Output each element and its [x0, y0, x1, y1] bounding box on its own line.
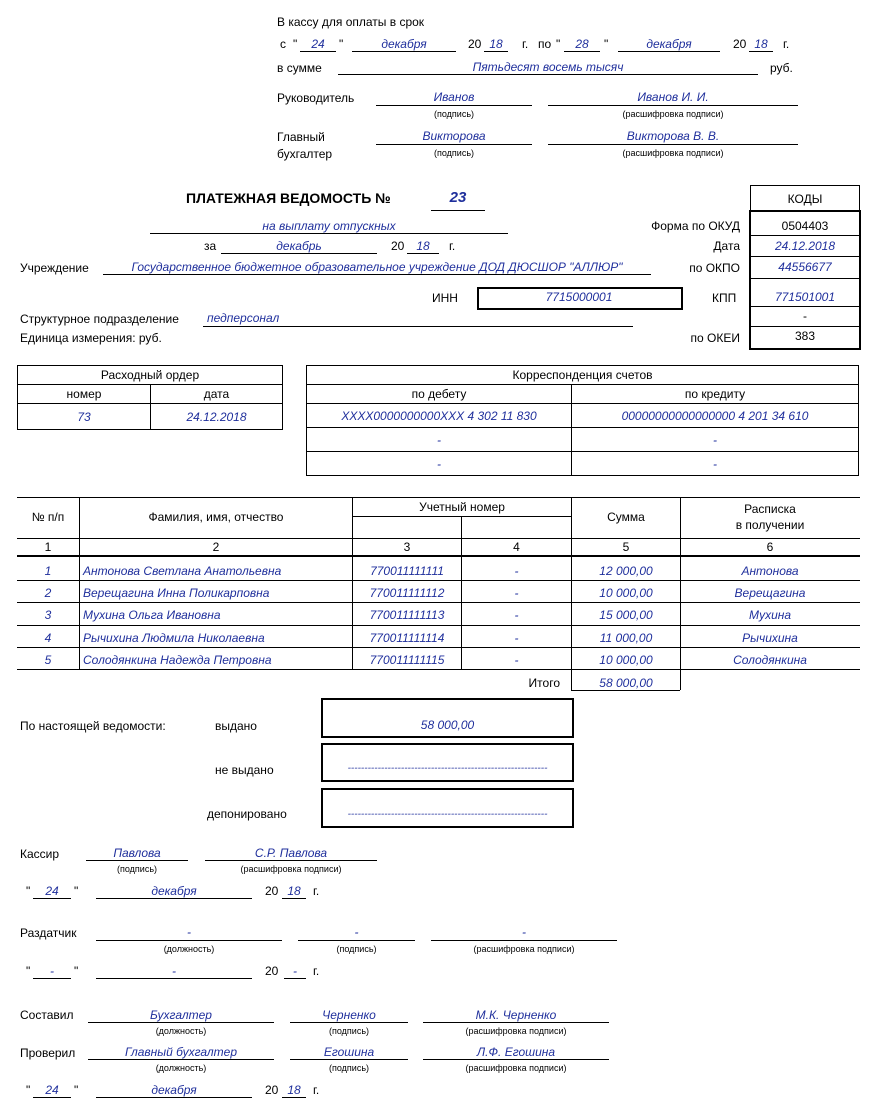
signature-caption: (подпись)	[116, 864, 158, 874]
distributor-name: -	[522, 925, 526, 939]
decode-caption: (расшифровка подписи)	[465, 1026, 567, 1036]
checker-month: декабря	[151, 1083, 197, 1097]
distributor-label: Раздатчик	[20, 926, 77, 940]
deposited-label: депонировано	[207, 807, 287, 821]
currency: руб.	[770, 61, 793, 75]
issued-label: выдано	[215, 719, 257, 733]
debit-account: -	[307, 452, 572, 476]
credit-account: 00000000000000000 4 201 34 610	[572, 404, 859, 428]
checker-day: 24	[45, 1083, 59, 1097]
document-title: ПЛАТЕЖНАЯ ВЕДОМОСТЬ №	[186, 190, 391, 206]
order-number: 73	[18, 404, 151, 430]
receipt-signature: Рычихина	[742, 631, 798, 645]
receipt-signature: Мухина	[748, 608, 792, 622]
col-receipt-1: Расписка	[744, 502, 796, 516]
kpp-label: КПП	[712, 291, 737, 305]
row-num: 1	[44, 564, 52, 578]
accounts-title: Корреспонденция счетов	[307, 366, 859, 385]
order-title: Расходный ордер	[18, 366, 283, 385]
position-caption: (должность)	[163, 944, 215, 954]
year-prefix: 20	[265, 964, 279, 978]
cashier-name: С.Р. Павлова	[254, 846, 328, 860]
head-label: Руководитель	[277, 91, 355, 105]
account-number: 770011111114	[369, 631, 445, 645]
col-index: 2	[212, 540, 220, 554]
chief-signature: Викторова	[422, 129, 486, 143]
division-label: Структурное подразделение	[20, 312, 179, 326]
okei-code: 383	[794, 329, 816, 343]
decode-caption: (расшифровка подписи)	[465, 1063, 567, 1073]
amount: 12 000,00	[599, 564, 653, 578]
okud-label: Форма по ОКУД	[651, 219, 740, 233]
inn: 7715000001	[545, 290, 613, 304]
chief-label-2: бухгалтер	[277, 147, 333, 161]
checker-name: Л.Ф. Егошина	[476, 1045, 556, 1059]
expense-order-table	[17, 365, 283, 430]
composer-position: Бухгалтер	[150, 1008, 212, 1022]
col-num: № п/п	[31, 510, 65, 524]
checker-position: Главный бухгалтер	[124, 1045, 238, 1059]
decode-caption: (расшифровка подписи)	[622, 109, 724, 119]
signature-caption: (подпись)	[433, 109, 475, 119]
cashier-signature: Павлова	[113, 846, 161, 860]
amount: 15 000,00	[599, 608, 653, 622]
to-month: декабря	[646, 37, 692, 51]
from-prefix: с	[280, 37, 286, 51]
col-index: 6	[766, 540, 774, 554]
quote: "	[74, 1083, 79, 1097]
col-index: 1	[44, 540, 52, 554]
total-label: Итого	[528, 676, 560, 690]
receipt-signature: Верещагина	[734, 586, 806, 600]
distributor-month: -	[172, 964, 176, 978]
signature-caption: (подпись)	[328, 1063, 370, 1073]
receipt-signature: Солодянкина	[733, 653, 807, 667]
col-index: 3	[403, 540, 411, 554]
summary-label: По настоящей ведомости:	[20, 719, 166, 733]
account-number: 770011111112	[369, 586, 445, 600]
credit-account: -	[572, 452, 859, 476]
period-year: 18	[416, 239, 430, 253]
unit-label: Единица измерения: руб.	[20, 331, 162, 345]
quote: "	[26, 964, 31, 978]
col-account: Учетный номер	[419, 500, 505, 514]
chief-label-1: Главный	[277, 130, 325, 144]
period-month: декабрь	[276, 239, 322, 253]
col-receipt-2: в получении	[735, 518, 805, 532]
signature-caption: (подпись)	[433, 148, 475, 158]
checker-year: 18	[287, 1083, 301, 1097]
okei-label: по ОКЕИ	[690, 331, 740, 345]
order-number-header: номер	[18, 385, 151, 404]
year-suffix: г.	[313, 884, 320, 898]
accounts-table	[306, 365, 859, 476]
inn-label: ИНН	[432, 291, 458, 305]
okud-code: 0504403	[781, 219, 829, 233]
to-day: 28	[575, 37, 589, 51]
year-suffix: г.	[449, 239, 456, 253]
decode-caption: (расшифровка подписи)	[622, 148, 724, 158]
account-number: 770011111111	[370, 564, 444, 578]
col-name: Фамилия, имя, отчество	[148, 510, 284, 524]
quote: "	[26, 884, 31, 898]
cashier-day: 24	[45, 884, 59, 898]
debit-header: по дебету	[307, 385, 572, 404]
cashier-month: декабря	[151, 884, 197, 898]
not-issued-label: не выдано	[215, 763, 274, 777]
year-prefix: 20	[468, 37, 482, 51]
cashier-year: 18	[287, 884, 301, 898]
col-index: 4	[513, 540, 520, 554]
year-prefix: 20	[391, 239, 405, 253]
order-date: 24.12.2018	[151, 404, 283, 430]
purpose: на выплату отпускных	[262, 219, 396, 233]
account-number: 770011111113	[369, 608, 445, 622]
division: педперсонал	[207, 311, 280, 325]
account-number-2: -	[514, 631, 519, 645]
col-sum: Сумма	[607, 510, 645, 524]
row-num: 5	[44, 653, 52, 667]
from-day: 24	[311, 37, 325, 51]
amount: 10 000,00	[599, 586, 653, 600]
quote: "	[74, 964, 79, 978]
account-number-2: -	[514, 653, 519, 667]
kpp-code: 771501001	[774, 290, 836, 304]
order-date-header: дата	[151, 385, 283, 404]
year-suffix: г.	[313, 964, 320, 978]
year-prefix: 20	[265, 884, 279, 898]
cash-label: В кассу для оплаты в срок	[277, 15, 425, 29]
amount: 11 000,00	[599, 631, 653, 645]
employee-name: Мухина Ольга Ивановна	[83, 608, 221, 622]
row-num: 3	[44, 608, 52, 622]
date-label: Дата	[713, 239, 740, 253]
year-suffix: г.	[313, 1083, 320, 1097]
year-suffix: г.	[522, 37, 529, 51]
row-num: 4	[44, 631, 52, 645]
position-caption: (должность)	[155, 1063, 207, 1073]
blank-code: -	[803, 309, 807, 323]
distributor-year: -	[293, 964, 297, 978]
quote: "	[556, 37, 561, 51]
distributor-signature: -	[354, 925, 359, 939]
amount: 10 000,00	[599, 653, 653, 667]
year-prefix: 20	[733, 37, 747, 51]
quote: "	[26, 1083, 31, 1097]
for-label: за	[204, 239, 217, 253]
year-suffix: г.	[783, 37, 790, 51]
position-caption: (должность)	[155, 1026, 207, 1036]
not-issued-amount: ------------------------------------------------------------	[347, 763, 548, 774]
account-number-2: -	[514, 608, 519, 622]
from-year: 18	[489, 37, 503, 51]
deposited-amount: ------------------------------------------------------------	[347, 809, 548, 820]
account-number: 770011111115	[369, 653, 445, 667]
composer-name: М.К. Черненко	[475, 1008, 557, 1022]
row-num: 2	[44, 586, 52, 600]
codes-title: КОДЫ	[787, 192, 823, 206]
okpo-label: по ОКПО	[689, 261, 740, 275]
col-index: 5	[622, 540, 630, 554]
debit-account: -	[307, 428, 572, 452]
credit-header: по кредиту	[572, 385, 859, 404]
account-number-2: -	[514, 586, 519, 600]
quote: "	[74, 884, 79, 898]
to-year: 18	[754, 37, 768, 51]
quote: "	[339, 37, 344, 51]
distributor-day: -	[50, 964, 54, 978]
institution: Государственное бюджетное образовательное учреждение ДОД ДЮСШОР "АЛЛЮР"	[131, 260, 623, 274]
account-number-2: -	[514, 564, 519, 578]
receipt-signature: Антонова	[741, 564, 799, 578]
credit-account: -	[572, 428, 859, 452]
cashier-label: Кассир	[20, 847, 60, 861]
sum-words: Пятьдесят восемь тысяч	[472, 60, 624, 74]
employee-name: Рычихина Людмила Николаевна	[83, 631, 265, 645]
distributor-position: -	[187, 925, 191, 939]
date-code: 24.12.2018	[774, 239, 836, 253]
checker-label: Проверил	[20, 1046, 76, 1060]
chief-name: Викторова В. В.	[626, 129, 720, 143]
employee-name: Антонова Светлана Анатольевна	[83, 564, 282, 578]
decode-caption: (расшифровка подписи)	[240, 864, 342, 874]
sum-label: в сумме	[277, 61, 322, 75]
signature-caption: (подпись)	[336, 944, 377, 954]
institution-label: Учреждение	[20, 261, 89, 275]
debit-account: ХХХХ0000000000ХХХ 4 302 11 830	[307, 404, 572, 428]
composer-signature: Черненко	[322, 1008, 376, 1022]
year-prefix: 20	[265, 1083, 279, 1097]
from-month: декабря	[381, 37, 427, 51]
to-prefix: по	[538, 37, 552, 51]
quote: "	[293, 37, 298, 51]
issued-amount: 58 000,00	[420, 718, 475, 732]
head-name: Иванов И. И.	[637, 90, 709, 104]
total-amount: 58 000,00	[599, 676, 653, 690]
employee-name: Солодянкина Надежда Петровна	[83, 653, 272, 667]
quote: "	[604, 37, 609, 51]
document-number: 23	[449, 189, 467, 206]
employee-name: Верещагина Инна Поликарповна	[83, 586, 270, 600]
decode-caption: (расшифровка подписи)	[473, 944, 575, 954]
head-signature: Иванов	[433, 90, 475, 104]
composer-label: Составил	[20, 1008, 74, 1022]
checker-signature: Егошина	[323, 1045, 375, 1059]
codes-header-cell	[750, 185, 860, 212]
signature-caption: (подпись)	[328, 1026, 370, 1036]
okpo-code: 44556677	[778, 260, 832, 274]
